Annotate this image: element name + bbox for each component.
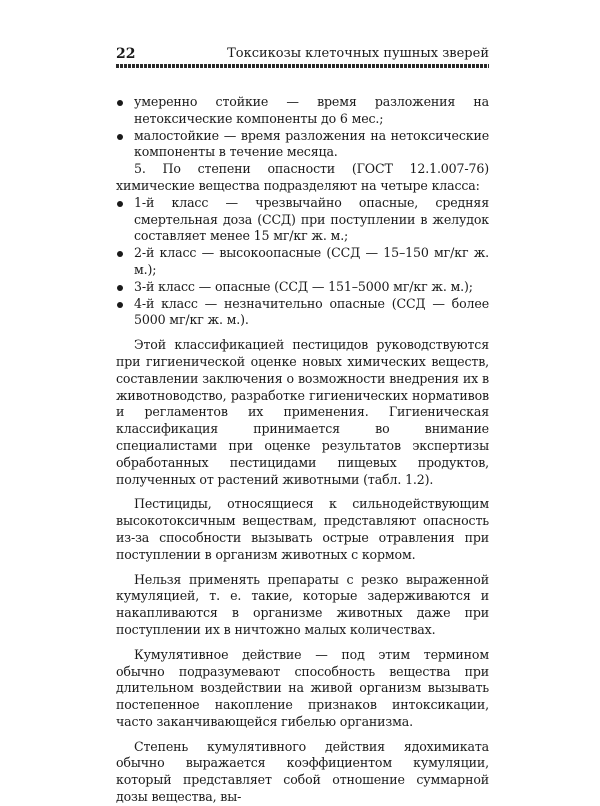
list-item-text: умеренно стойкие — время разложения на нетоксические компоненты до 6 мес.; [134, 94, 489, 126]
bullet-icon [117, 285, 123, 291]
bullet-icon [117, 134, 123, 140]
list-item [116, 94, 489, 128]
list-item-text: 4-й класс — незначительно опасные (ССД — более 5000 мг/кг ж. м.). [134, 295, 489, 328]
classification-paragraph: Этой классификацией пестицидов руководствуются при гигиенической оценке новых химических веществ, составлении заключения о возможности внедрения их в животноводство, разработке гигиенических нормативов и регламентов их применения. Гигиеническая классификация принимается во внимание специалистами при оценке результатов экспертизы обработанных пестицидами пищевых продуктов, полученных от растений животными (табл. 1.2). [116, 337, 489, 487]
list-item [116, 128, 489, 162]
cumulation-ban-paragraph: Нельзя применять препараты с резко выраженной кумуляцией, т. е. такие, которые задерживаются и накапливаются в организме животных даже при поступлении их в ничтожно малых количествах. [116, 571, 489, 637]
list-item-text: малостойкие — время разложения на нетоксические компоненты в течение месяца. [134, 127, 489, 160]
header-rule [116, 64, 489, 68]
bullet-icon [117, 302, 123, 308]
page-number: 22 [116, 46, 136, 62]
list-item-text: 1-й класс — чрезвычайно опасные, средняя смертельная доза (ССД) при поступлении в желудок составляет менее 15 мг/кг ж. м.; [134, 194, 489, 244]
hazard-class-list [116, 195, 489, 329]
list-item [116, 279, 489, 296]
cumulative-action-paragraph: Кумулятивное действие — под этим термином обычно подразумевают способность вещества при длительном воздействии на живой организм вызывать постепенное накопление признаков интоксикации, часто заканчивающейся гибелью организма. [116, 646, 489, 729]
pesticides-hazard-paragraph: Пестициды, относящиеся к сильнодействующим высокотоксичным веществам, представляют опасность из-за способности вызывать острые отравления при поступлении в организм животных с кормом. [116, 496, 489, 562]
bullet-icon [117, 201, 123, 207]
list-item [116, 195, 489, 245]
running-title: Токсикозы клеточных пушных зверей [227, 46, 489, 61]
page-body [116, 94, 489, 806]
stability-list [116, 94, 489, 161]
hazard-intro-paragraph: 5. По степени опасности (ГОСТ 12.1.007-76) химические вещества подразделяют на четыре класса: [116, 161, 489, 193]
running-header [116, 46, 489, 64]
list-item-text: 3-й класс — опасные (ССД — 151–5000 мг/кг ж. м.); [134, 278, 473, 294]
bullet-icon [117, 251, 123, 257]
list-item [116, 296, 489, 330]
list-item-text: 2-й класс — высокоопасные (ССД — 15–150 мг/кг ж. м.); [134, 245, 489, 277]
list-item [116, 245, 489, 279]
cumulation-coefficient-paragraph: Степень кумулятивного действия ядохимиката обычно выражается коэффициентом кумуляции, который представляет собой отношение суммарной дозы вещества, вы- [116, 738, 489, 805]
bullet-icon [117, 100, 123, 106]
